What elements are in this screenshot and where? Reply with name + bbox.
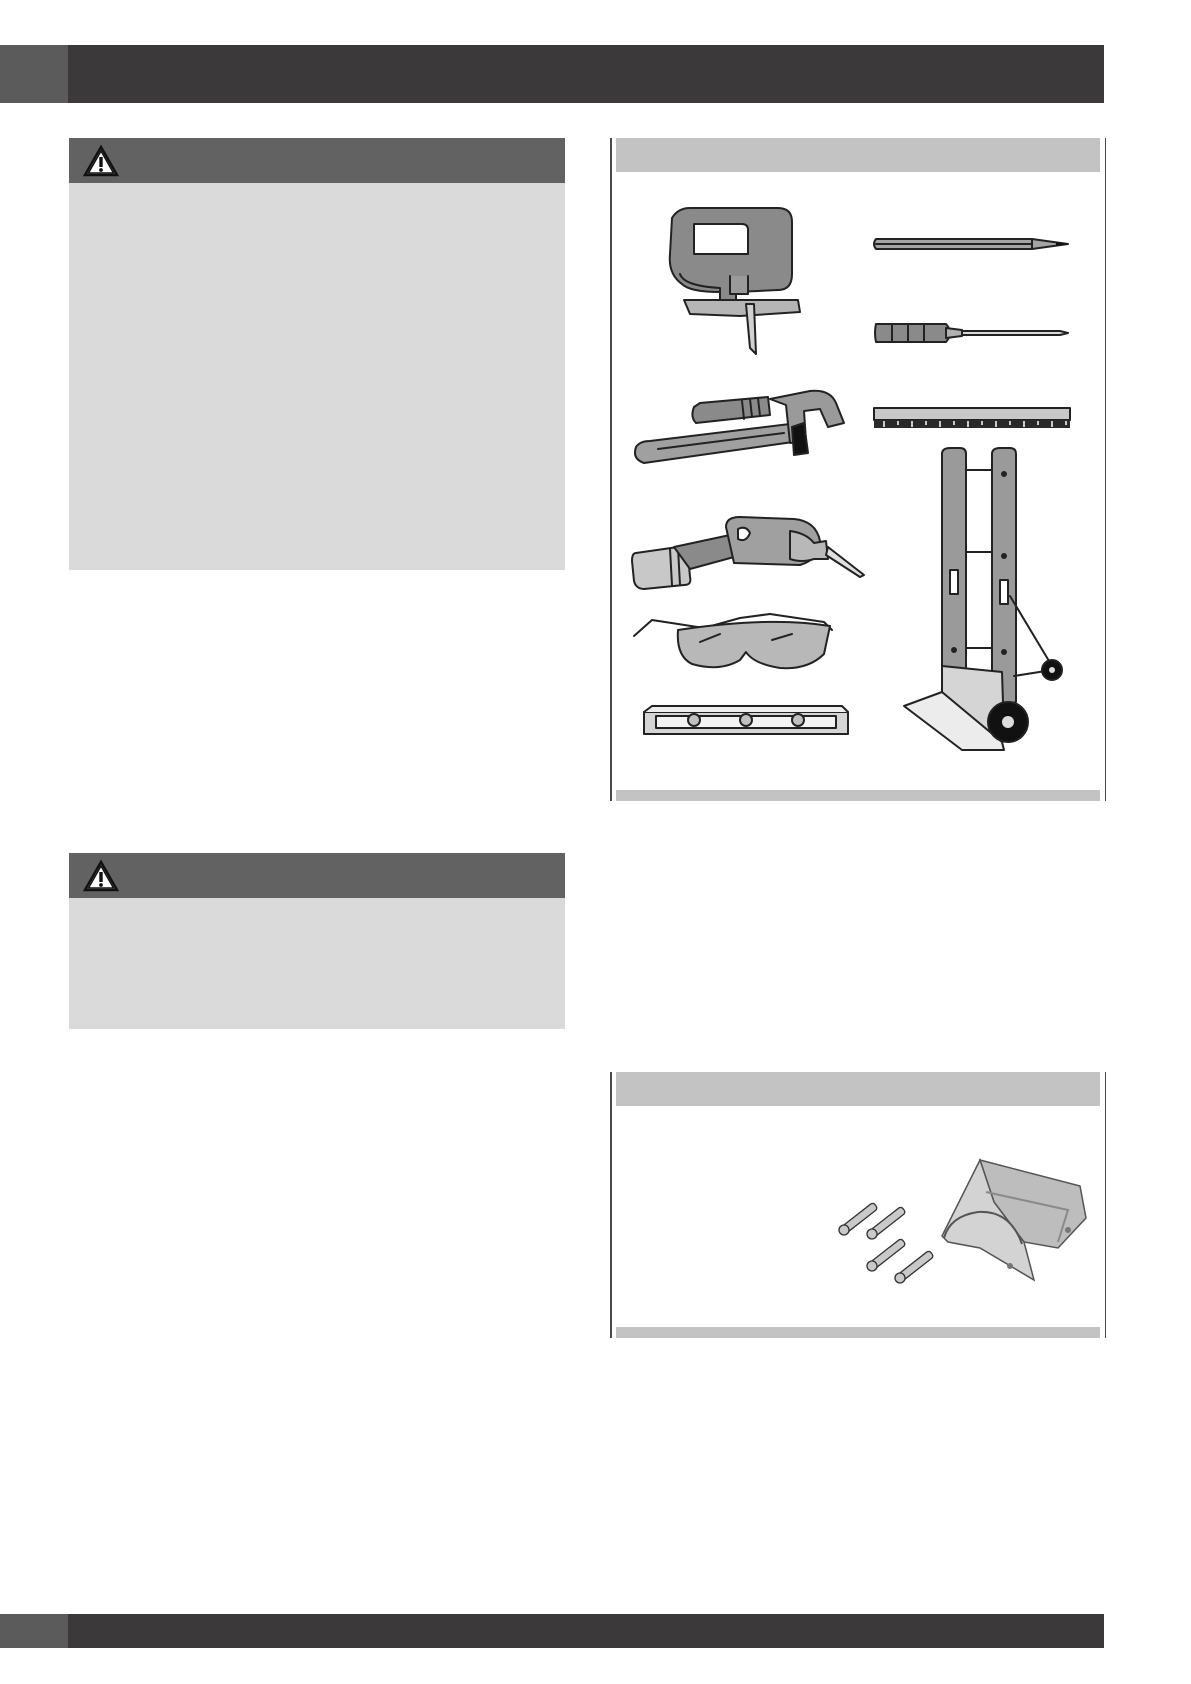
footer-bar xyxy=(68,1614,1104,1648)
warning-box-1 xyxy=(69,138,565,570)
panel-left-border xyxy=(610,1072,612,1338)
spirit-level-icon xyxy=(642,704,852,738)
panel-right-border xyxy=(1105,138,1107,801)
tools-panel xyxy=(610,138,1106,801)
pencil-icon xyxy=(872,234,1072,254)
warning-box-2 xyxy=(69,853,565,1029)
warning-text xyxy=(69,898,565,930)
warning-triangle-icon xyxy=(83,860,119,892)
tools-panel-title xyxy=(616,146,626,163)
safety-glasses-icon xyxy=(630,608,850,678)
warning-text xyxy=(69,183,565,215)
warning-header xyxy=(69,853,565,898)
footer-tab xyxy=(0,1614,68,1648)
panel-right-border xyxy=(1105,1072,1107,1338)
hand-truck-icon xyxy=(902,446,1072,756)
jigsaw-icon xyxy=(650,204,820,374)
parts-panel-footer xyxy=(616,1327,1100,1338)
warning-header xyxy=(69,138,565,183)
tools-panel-header xyxy=(616,138,1100,172)
parts-panel-title xyxy=(616,1080,626,1097)
parts-panel xyxy=(610,1072,1106,1338)
cordless-drill-icon xyxy=(630,513,870,603)
header-tab xyxy=(0,45,68,103)
footer-page-label xyxy=(0,1623,12,1639)
warning-triangle-icon xyxy=(83,145,119,177)
warning-body xyxy=(69,183,565,570)
screwdriver-icon xyxy=(872,318,1072,348)
header-title xyxy=(68,63,84,85)
panel-left-border xyxy=(610,138,612,801)
wall-plugs-screws-icon xyxy=(842,1194,942,1284)
tools-panel-footer xyxy=(616,790,1100,801)
parts-panel-header xyxy=(616,1072,1100,1106)
warning-body xyxy=(69,898,565,1029)
pipe-wrench-icon xyxy=(630,383,850,473)
anti-tip-bracket-icon xyxy=(940,1152,1090,1282)
header-bar xyxy=(68,45,1104,103)
tape-measure-icon xyxy=(872,406,1072,432)
